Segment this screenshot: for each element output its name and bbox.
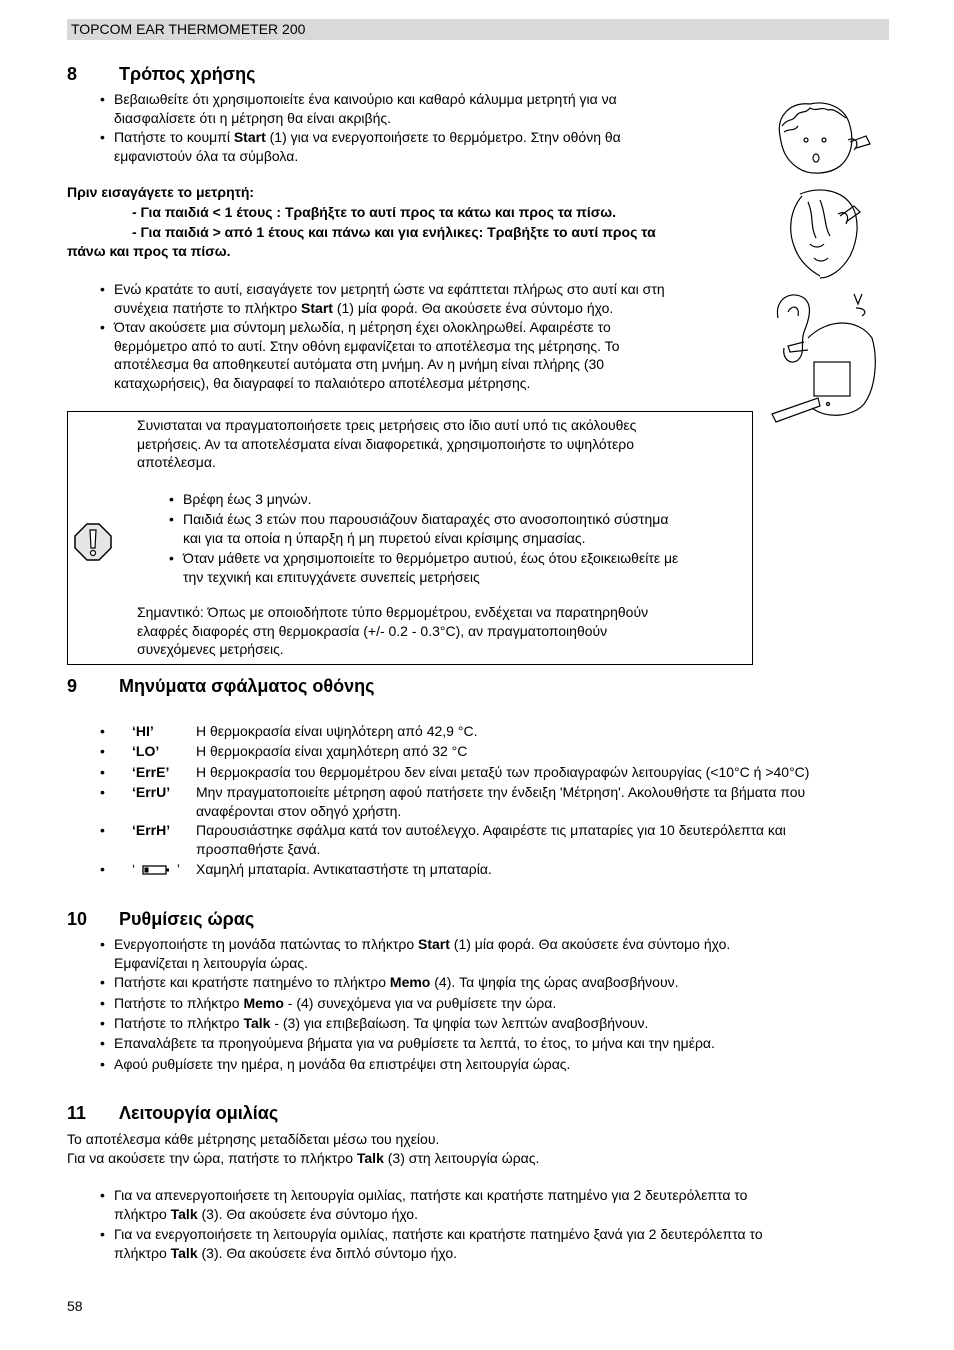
list-item: • Αφού ρυθμίσετε την ημέρα, η μονάδα θα επιστρέψει στη λειτουργία ώρας. (100, 1056, 571, 1072)
list-item: • Βεβαιωθείτε ότι χρησιμοποιείτε ένα καινούριο και καθαρό κάλυμμα μετρητή για να διασφαλίσετε ότι η μέτρηση θα είναι ακριβής. (100, 91, 617, 126)
list-item: • Πατήστε το πλήκτρο Memo - (4) συνεχόμενα για να ρυθμίσετε την ώρα. (100, 995, 557, 1011)
error-description: Μην πραγματοποιείτε μέτρηση αφού πατήσετε την ένδειξη 'Μέτρηση'. Ακολουθήστε τα βήματα που αναφέρονται στον οδηγό χρήστη. (196, 784, 806, 819)
list-item: • Πατήστε το κουμπί Start (1) για να ενεργοποιήσετε το θερμόμετρο. Στην οθόνη θα εμφανιστούν όλα τα σύμβολα. (100, 129, 621, 164)
child-ear-illustration (770, 96, 874, 178)
header-title: TOPCOM EAR THERMOMETER 200 (71, 21, 306, 37)
error-code: ‘HI’ (132, 723, 154, 739)
section-number: 11 (67, 1103, 87, 1123)
section-title: Τρόπος χρήσης (119, 64, 256, 84)
error-code: ‘LO’ (132, 743, 160, 759)
error-code: ‘ErrU’ (132, 784, 171, 800)
note-list-item: • Όταν μάθετε να χρησιμοποιείτε το θερμόμετρο αυτιού, έως ότου εξοικειωθείτε με την τεχνική και επιτυγχάνετε συνεπείς μετρήσεις (169, 550, 679, 585)
adult-ear-illustration (780, 186, 870, 282)
adult-instruction: - Για παιδιά > από 1 έτους και πάνω και για ενήλικες: Τραβήξτε το αυτί προς τα (132, 224, 656, 240)
error-code: ‘ErrE’ (132, 764, 170, 780)
list-item: • Πατήστε το πλήκτρο Talk - (3) για επιβεβαίωση. Τα ψηφία των λεπτών αναβοσβήνουν. (100, 1015, 649, 1031)
section-number: 9 (67, 676, 78, 696)
section-number: 10 (67, 909, 88, 929)
before-insert-label: Πριν εισαγάγετε το μετρητή: (67, 184, 255, 200)
section-9-heading (67, 675, 567, 697)
page-header (67, 19, 889, 40)
section-title: Μηνύματα σφάλματος οθόνης (119, 676, 375, 696)
low-battery-icon (142, 864, 170, 876)
error-description: Η θερμοκρασία είναι υψηλότερη από 42,9 °C. (196, 723, 478, 739)
note-list-item: • Βρέφη έως 3 μηνών. (169, 491, 312, 507)
page-number: 58 (67, 1298, 83, 1314)
list-item: • Για να ενεργοποιήσετε τη λειτουργία ομιλίας, πατήστε και κρατήστε πατημένο ξανά για 2 δευτερόλεπτα το πλήκτρο Talk (3). Θα ακούσετε ένα διπλό σύντομο ήχο. (100, 1226, 763, 1261)
error-code: ‘ ’ (132, 861, 181, 877)
section-8-heading (67, 63, 467, 85)
list-item: • Επαναλάβετε τα προηγούμενα βήματα για να ρυθμίσετε τα λεπτά, το έτος, το μήνα και την ημέρα. (100, 1035, 715, 1051)
adult-instruction-cont: πάνω και προς τα πίσω. (67, 243, 231, 259)
note-important: Σημαντικό: Όπως με οποιοδήποτε τύπο θερμομέτρου, ενδέχεται να παρατηρηθούν ελαφρές διαφορές στη θερμοκρασία (+/- 0.2 - 0.3°C), αν πραγματοποιηθούν συνεχόμενες μετρήσεις. (137, 604, 649, 657)
note-box (67, 411, 753, 665)
warning-icon (73, 522, 113, 562)
thermometer-in-ear-illustration (768, 288, 878, 424)
section-number: 8 (67, 64, 78, 84)
list-item: • Όταν ακούσετε μια σύντομη μελωδία, η μέτρηση έχει ολοκληρωθεί. Αφαιρέστε το θερμόμετρο από το αυτί. Στην οθόνη εμφανίζεται το αποτέλεσμα της μέτρησης. Το αποτέλεσμα θα αποθηκευτεί αυτόματα στη μνήμη. Αν η μνήμη είναι πλήρης (30 καταχωρήσεις), θα διαγραφεί το παλαιότερο αποτέλεσμα μέτρησης. (100, 319, 620, 391)
section-title: Ρυθμίσεις ώρας (119, 909, 255, 929)
section-11-heading (67, 1102, 567, 1124)
note-paragraph: Συνισταται να πραγματοποιήσετε τρεις μετρήσεις στο ίδιο αυτί υπό τις ακόλουθες μετρήσεις. Αν τα αποτελέσματα είναι διαφορετικά, χρησιμοποιήστε το υψηλότερο αποτέλεσμα. (137, 417, 637, 470)
child-instruction: - Για παιδιά < 1 έτους : Τραβήξτε το αυτί προς τα κάτω και προς τα πίσω. (132, 204, 617, 220)
error-description: Παρουσιάστηκε σφάλμα κατά τον αυτοέλεγχο. Αφαιρέστε τις μπαταρίες για 10 δευτερόλεπτα και προσπαθήστε ξανά. (196, 822, 786, 857)
list-item: • Ενώ κρατάτε το αυτί, εισαγάγετε τον μετρητή ώστε να εφάπτεται πλήρως στο αυτί και στη συνέχεια πατήστε το πλήκτρο Start (1) μία φορά. Θα ακούσετε ένα σύντομο ήχο. (100, 281, 665, 316)
error-description: Η θερμοκρασία είναι χαμηλότερη από 32 °C (196, 743, 468, 759)
error-code: ‘ErrH’ (132, 822, 171, 838)
error-description: Η θερμοκρασία του θερμομέτρου δεν είναι μεταξύ των προδιαγραφών λειτουργίας (<10°C ή >40°C) (196, 764, 810, 780)
list-item: • Για να απενεργοποιήσετε τη λειτουργία ομιλίας, πατήστε και κρατήστε πατημένο για 2 δευτερόλεπτα το πλήκτρο Talk (3). Θα ακούσετε ένα σύντομο ήχο. (100, 1187, 748, 1222)
list-item: • Πατήστε και κρατήστε πατημένο το πλήκτρο Memo (4). Τα ψηφία της ώρας αναβοσβήνουν. (100, 974, 679, 990)
error-description: Χαμηλή μπαταρία. Αντικαταστήστε τη μπαταρία. (196, 861, 492, 877)
note-list-item: • Παιδιά έως 3 ετών που παρουσιάζουν διαταραχές στο ανοσοποιητικό σύστημα και για τα οποία η ύπαρξη ή μη πυρετού είναι κρίσιμης σημασίας. (169, 511, 669, 546)
section-title: Λειτουργία ομιλίας (119, 1103, 279, 1123)
section-10-heading (67, 908, 567, 930)
talk-paragraph: Το αποτέλεσμα κάθε μέτρησης μεταδίδεται μέσω του ηχείου. Για να ακούσετε την ώρα, πατήστε το πλήκτρο Talk (3) στη λειτουργία ώρας. (67, 1131, 540, 1166)
list-item: • Ενεργοποιήστε τη μονάδα πατώντας το πλήκτρο Start (1) μία φορά. Θα ακούσετε ένα σύντομο ήχο. Εμφανίζεται η λειτουργία ώρας. (100, 936, 731, 971)
